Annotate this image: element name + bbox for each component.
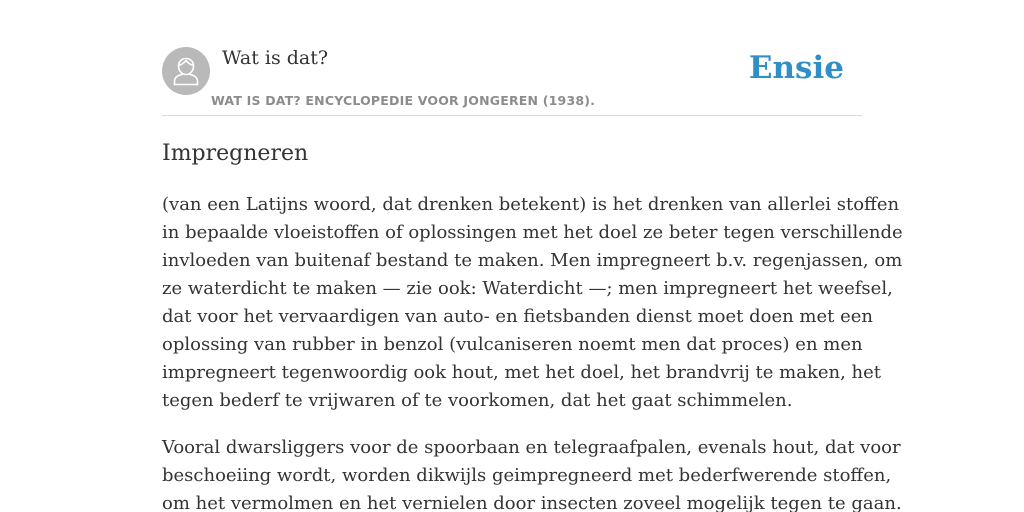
paragraph-line: oplossing van rubber in benzol (vulcaniseren noemt men dat proces) en men: [162, 334, 863, 355]
source-subtitle: WAT IS DAT? ENCYCLOPEDIE VOOR JONGEREN (1938).: [211, 93, 596, 108]
paragraph-line: om het vermolmen en het vernielen door insecten zoveel mogelijk tegen te gaan.: [162, 493, 902, 512]
source-title-link[interactable]: Wat is dat?: [222, 47, 329, 69]
paragraph-line: beschoeiing wordt, worden dikwijls geimpregneerd met bederfwerende stoffen,: [162, 465, 892, 486]
paragraph-line: impregneert tegenwoordig ook hout, met het doel, het brandvrij te maken, het: [162, 362, 882, 383]
source-header: [162, 46, 862, 116]
article-title: Impregneren: [162, 141, 309, 166]
article-paragraph: [162, 191, 903, 415]
paragraph-line: dat voor het vervaardigen van auto- en fietsbanden dienst moet doen met een: [162, 306, 873, 327]
paragraph-line: invloeden van buitenaf bestand te maken. Men impregneert b.v. regenjassen, om: [162, 250, 903, 271]
paragraph-line: Vooral dwarsliggers voor de spoorbaan en telegraafpalen, evenals hout, dat voor: [162, 437, 901, 458]
source-avatar[interactable]: [162, 47, 210, 95]
paragraph-line: (van een Latijns woord, dat drenken betekent) is het drenken van allerlei stoffen: [162, 194, 900, 215]
paragraph-line: ze waterdicht te maken — zie ook: Waterdicht —; men impregneert het weefsel,: [162, 278, 893, 299]
article-paragraph: [162, 434, 902, 512]
article-body: [162, 191, 903, 512]
user-silhouette-icon: [162, 47, 210, 95]
article: [162, 139, 903, 512]
ensie-logo-link[interactable]: Ensie: [748, 50, 844, 86]
paragraph-line: tegen bederf te vrijwaren of te voorkomen, dat het gaat schimmelen.: [162, 390, 793, 411]
paragraph-line: in bepaalde vloeistoffen of oplossingen met het doel ze beter tegen verschillende: [162, 222, 903, 243]
